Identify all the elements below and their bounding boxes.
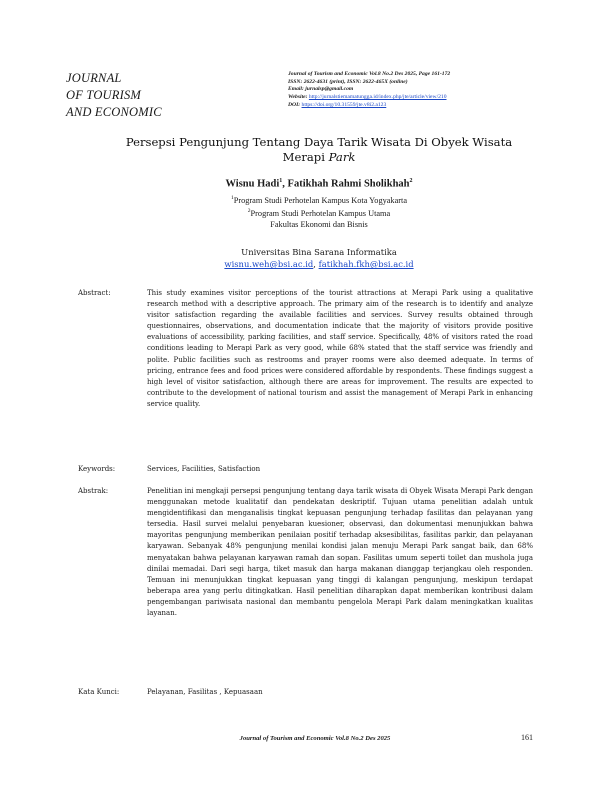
affiliation-2-sup: 2: [247, 207, 251, 214]
website-link[interactable]: http://jurnalstiemamatungga.id/index.php/jte/article/view/210: [308, 94, 447, 101]
author-separator: ,: [282, 178, 288, 190]
email-separator: ,: [313, 259, 319, 269]
website-line: [288, 94, 538, 102]
affiliation-3: Fakultas Ekonomi dan Bisnis: [270, 219, 368, 229]
abstrak-text: Penelitian ini mengkaji persepsi pengunjung tentang daya tarik wisata di Obyek Wisata Merapi Park dengan menggunakan metode kualitatif dan pendekatan deskriptif. Tujuan utama penelitian adalah untuk mengidentifikasi dan menganalisis tingkat kepuasan pengunjung terhadap fasilitas dan pelayanan yang tersedia. Hasil survei melalui penyebaran kuesioner, observasi, dan dokumentasi menunjukkan bahwa mayoritas pengunjung memberikan penilaian positif terhadap aksesibilitas, fasilitas parkir, dan pelayanan karyawan. Sebanyak 48% pengunjung menilai kondisi jalan menuju Merapi Park sangat baik, dan 68% menyatakan bahwa pelayanan karyawan ramah dan sopan. Fasilitas umum seperti toilet dan mushola juga dinilai memadai. Dari segi harga, tiket masuk dan harga makanan dianggap terjangkau oleh responden. Temuan ini menunjukkan tingkat kepuasan yang tinggi di kalangan pengunjung, meskipun terdapat beberapa area yang perlu ditingkatkan. Hasil penelitian diharapkan dapat memberikan kontribusi dalam pengembangan pariwisata nasional dan membantu pengelola Merapi Park dalam meningkatkan kualitas layanan.: [147, 487, 533, 618]
footer-journal-citation: Journal of Tourism and Economic Vol.8 No.2 Des 2025: [239, 735, 391, 742]
title-line-2-prefix: Merapi: [282, 150, 329, 164]
citation-line: Journal of Tourism and Economic Vol.8 No.2 Des 2025, Page 161-172: [288, 71, 451, 77]
authors: [100, 178, 538, 190]
affiliation-2-text: Program Studi Perhotelan Kampus Utama: [250, 208, 391, 218]
affiliations: [100, 193, 538, 230]
doi-link[interactable]: https://doi.org/10.31559/jte.v8i2.a123: [301, 101, 387, 108]
affiliation-1: [100, 193, 538, 206]
affiliation-1-sup: 1: [230, 195, 234, 201]
title-line-1: Persepsi Pengunjung Tentang Daya Tarik Wisata Di Obyek Wisata: [125, 135, 513, 149]
journal-name-line-1: JOURNAL: [66, 71, 122, 85]
author-2-sup: 2: [409, 178, 413, 184]
page-number: 161: [521, 733, 533, 742]
affiliation-1-text: Program Studi Perhotelan Kampus Kota Yogyakarta: [233, 195, 408, 205]
author-1: Wisnu Hadi: [225, 178, 280, 190]
article-title: [100, 135, 538, 165]
journal-name-line-3: AND ECONOMIC: [66, 105, 162, 119]
journal-meta: [288, 71, 538, 110]
title-line-2: [100, 150, 538, 165]
email-line: Email: jurnalsp@gmail.com: [288, 86, 354, 93]
email-links: [100, 258, 538, 270]
email-link-1[interactable]: wisnu.weh@bsi.ac.id: [224, 259, 314, 269]
journal-name-line-2: OF TOURISM: [66, 88, 142, 102]
title-line-2-italic: Park: [328, 150, 356, 164]
author-2: Fatikhah Rahmi Sholikhah: [287, 178, 410, 190]
kata-kunci-label: Kata Kunci:: [78, 688, 120, 696]
author-1-sup: 1: [279, 178, 283, 184]
email-link-2[interactable]: fatikhah.fkh@bsi.ac.id: [318, 259, 414, 269]
affiliation-2: [100, 206, 538, 219]
university-block: [100, 246, 538, 270]
doi-line: [288, 102, 538, 110]
journal-name: [66, 70, 206, 121]
issn-line: ISSN: 2622-4631 (print), ISSN: 2622-465X (online): [288, 78, 408, 85]
website-label: Website:: [288, 94, 308, 101]
kata-kunci-text: Pelayanan, Fasilitas , Kepuasaan: [147, 688, 263, 696]
university-name: Universitas Bina Sarana Informatika: [241, 247, 397, 257]
abstrak-label: Abstrak:: [78, 487, 109, 495]
abstract-text: This study examines visitor perceptions of the tourist attractions at Merapi Park using a qualitative research method with a descriptive approach. The primary aim of the research is to identify and analyze visitor satisfaction regarding the available facilities and services. Survey results obtained through questionnaires, observations, and documentation indicate that the majority of visitors provide positive evaluations of accessibility, parking facilities, and staff service. Specifically, 48% of visitors rated the road conditions leading to Merapi Park as very good, while 68% stated that the staff service was friendly and polite. Public facilities such as restrooms and prayer rooms were also deemed adequate. In terms of pricing, entrance fees and food prices were considered affordable by respondents. These findings suggest a high level of visitor satisfaction, although there are areas for improvement. The results are expected to contribute to the development of national tourism and assist the management of Merapi Park in enhancing service quality.: [147, 289, 533, 408]
keywords-text: Services, Facilities, Satisfaction: [147, 465, 261, 473]
abstract-label: Abstract:: [78, 289, 111, 297]
keywords-label: Keywords:: [78, 465, 116, 473]
doi-label: DOI:: [288, 101, 301, 108]
